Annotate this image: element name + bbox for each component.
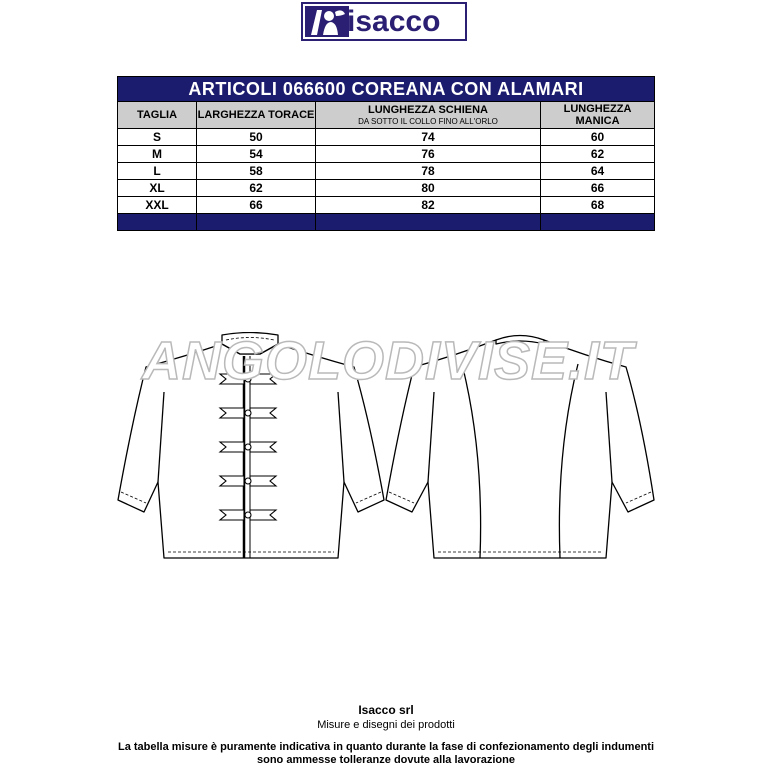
header-back bbox=[316, 102, 541, 129]
table-footer-bar bbox=[118, 214, 655, 231]
brand-logo bbox=[301, 2, 467, 41]
header-size: TAGLIA bbox=[118, 102, 197, 129]
cell-back: 78 bbox=[316, 163, 541, 180]
cell-back: 74 bbox=[316, 129, 541, 146]
table-row bbox=[118, 180, 655, 197]
table-title: ARTICOLI 066600 COREANA CON ALAMARI bbox=[118, 77, 655, 102]
cell-chest: 50 bbox=[197, 129, 316, 146]
header-back-label: LUNGHEZZA SCHIENA bbox=[368, 104, 488, 116]
cell-chest: 66 bbox=[197, 197, 316, 214]
cell-size: M bbox=[118, 146, 197, 163]
cell-sleeve: 64 bbox=[541, 163, 655, 180]
cell-chest: 62 bbox=[197, 180, 316, 197]
cell-back: 82 bbox=[316, 197, 541, 214]
cell-back: 80 bbox=[316, 180, 541, 197]
header-back-sublabel: DA SOTTO IL COLLO FINO ALL'ORLO bbox=[358, 117, 498, 126]
cell-size: XXL bbox=[118, 197, 197, 214]
table-row bbox=[118, 197, 655, 214]
cell-sleeve: 60 bbox=[541, 129, 655, 146]
cell-sleeve: 68 bbox=[541, 197, 655, 214]
table-row bbox=[118, 146, 655, 163]
header-sleeve: LUNGHEZZA MANICA bbox=[541, 102, 655, 129]
disclaimer-note bbox=[0, 741, 772, 767]
table-row bbox=[118, 163, 655, 180]
cell-chest: 58 bbox=[197, 163, 316, 180]
size-table bbox=[117, 76, 655, 231]
watermark: ANGOLODIVISE.IT bbox=[141, 331, 635, 391]
cell-size: XL bbox=[118, 180, 197, 197]
cell-chest: 54 bbox=[197, 146, 316, 163]
isacco-figure-icon bbox=[305, 6, 349, 37]
cell-sleeve: 62 bbox=[541, 146, 655, 163]
footer-subtitle: Misure e disegni dei prodotti bbox=[317, 719, 455, 731]
cell-size: S bbox=[118, 129, 197, 146]
cell-size: L bbox=[118, 163, 197, 180]
table-row bbox=[118, 129, 655, 146]
disclaimer-line-2: sono ammesse tolleranze dovute alla lavorazione bbox=[257, 754, 515, 766]
cell-sleeve: 66 bbox=[541, 180, 655, 197]
brand-name: isacco bbox=[347, 5, 441, 38]
company-name: Isacco srl bbox=[358, 703, 414, 717]
disclaimer-line-1: La tabella misure è puramente indicativa in quanto durante la fase di confezionamento degli indumenti bbox=[117, 741, 655, 753]
header-chest: LARGHEZZA TORACE bbox=[197, 102, 316, 129]
cell-back: 76 bbox=[316, 146, 541, 163]
